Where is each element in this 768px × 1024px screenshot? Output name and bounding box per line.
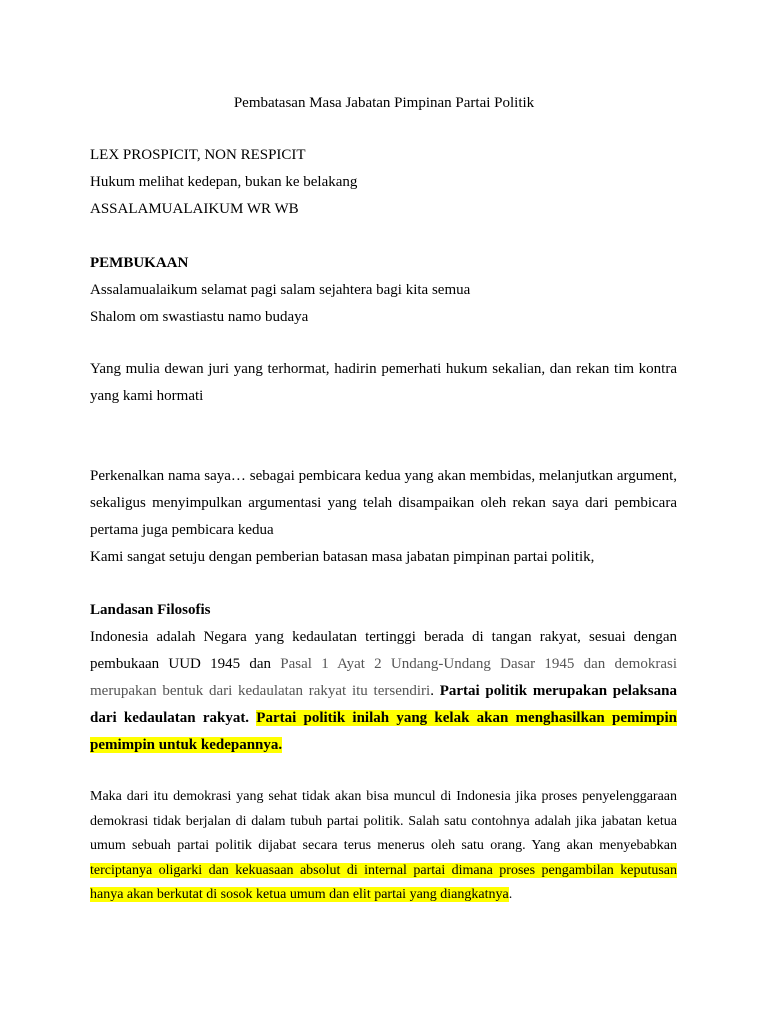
paragraph-text: Maka dari itu demokrasi yang sehat tidak akan bisa muncul di Indonesia jika proses penyelenggaraan demokrasi tidak berjalan di dalam tubuh partai politik. Salah satu contohnya adalah jika jabatan ketua umum sebuah partai politik dijabat secara terus menerus oleh satu orang. Yang akan menyebabkan [90, 789, 677, 853]
stance-paragraph: Kami sangat setuju dengan pemberian batasan masa jabatan pimpinan partai politik, [90, 549, 595, 565]
highlighted-text: terciptanya oligarki dan kekuasaan absolut di internal partai dimana proses pengambilan keputusan hanya akan berkutat di sosok ketua umum dan elit partai yang diangkatnya [90, 862, 677, 902]
opening-section [90, 250, 677, 331]
philosophical-section [90, 597, 677, 759]
opening-line: Assalamualaikum selamat pagi salam sejahtera bagi kita semua [90, 282, 471, 298]
philosophical-paragraph [90, 624, 677, 759]
paragraph-text: Indonesia adalah Negara yang kedaulatan tertinggi berada di tangan rakyat, sesuai dengan pembukaan UUD 1945 dan [90, 629, 677, 672]
motto-latin: LEX PROSPICIT, NON RESPICIT [90, 147, 306, 163]
highlighted-statement: Partai politik inilah yang kelak akan menghasilkan pemimpin pemimpin untuk kedepannya. [90, 710, 677, 753]
salutation: ASSALAMUALAIKUM WR WB [90, 201, 299, 217]
paragraph-text: . [430, 683, 440, 699]
intro-paragraph: Perkenalkan nama saya… sebagai pembicara kedua yang akan membidas, melanjutkan argument, sekaligus menyimpulkan argumentasi yang telah disampaikan oleh rekan saya dari pembicara pertama juga pembicara kedua [90, 468, 677, 538]
opening-heading: PEMBUKAAN [90, 255, 189, 271]
document-title: Pembatasan Masa Jabatan Pimpinan Partai Politik [233, 95, 535, 111]
motto-block [90, 142, 677, 223]
closing-paragraph [90, 785, 677, 908]
philosophical-heading: Landasan Filosofis [90, 602, 211, 618]
constitution-reference: Pasal 1 Ayat 2 Undang-Undang Dasar 1945 dan demokrasi merupakan bentuk dari kedaulatan rakyat itu tersendiri [90, 656, 677, 699]
bold-statement: Partai politik merupakan pelaksana dari kedaulatan rakyat. [90, 683, 677, 726]
greeting-paragraph: Yang mulia dewan juri yang terhormat, hadirin pemerhati hukum sekalian, dan rekan tim kontra yang kami hormati [90, 361, 677, 404]
paragraph-text: . [508, 887, 513, 902]
motto-translation: Hukum melihat kedepan, bukan ke belakang [90, 174, 358, 190]
opening-line: Shalom om swastiastu namo budaya [90, 309, 309, 325]
